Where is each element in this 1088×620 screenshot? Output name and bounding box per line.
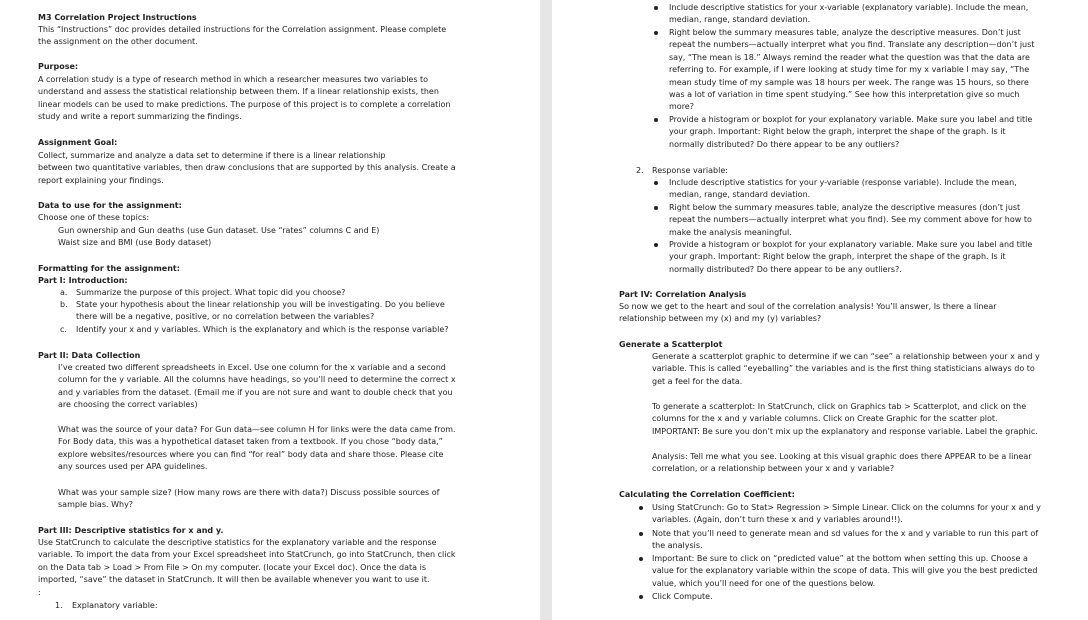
- part4-line: So now we get to the heart and soul of the correlation analysis! You’ll answer, Is there a linear: [619, 302, 997, 311]
- list-number: 1.: [55, 601, 63, 610]
- bullet-icon: [654, 206, 658, 210]
- list-marker: a.: [60, 288, 68, 297]
- bullet-text: mean study time of my sample was 18 hours per week. The range was 15 hours, so there: [669, 77, 1029, 87]
- bullet-text: repeat the numbers—actually interpret what you find). See my comment above for how to: [669, 215, 1032, 225]
- correlation-coefficient-heading: Calculating the Correlation Coefficient:: [619, 490, 795, 499]
- goal-line: Collect, summarize and analyze a data set to determine if there is a linear relationship: [38, 151, 386, 160]
- formatting-heading: Formatting for the assignment:: [38, 264, 180, 273]
- goal-line: report explaining your findings.: [38, 175, 164, 185]
- purpose-line: linear models can be used to make predictions. The purpose of this project is to complete a correlation: [38, 99, 451, 109]
- bullet-text: your graph. Important: Right below the graph, interpret the shape of the graph. Is it: [669, 252, 1006, 262]
- bullet-icon: [639, 557, 643, 561]
- scatterplot-heading: Generate a Scatterplot: [619, 340, 723, 349]
- part2-line: I’ve created two different spreadsheets in Excel. Use one column for the x variable and a second: [58, 363, 446, 372]
- bullet-text: your graph. Important: Right below the graph, interpret the shape of the graph. Is it: [669, 127, 1006, 137]
- bullet-text: Include descriptive statistics for your x-variable (explanatory variable). Include the mean,: [669, 3, 1029, 12]
- purpose-line: study and write a report summarizing the findings.: [38, 112, 242, 122]
- bullet-text: the analysis.: [652, 541, 703, 551]
- data-topic-line: Gun ownership and Gun deaths (use Gun dataset. Use “rates” columns C and E): [58, 226, 380, 235]
- document-page-left: [0, 0, 540, 620]
- scatterplot-line: Generate a scatterplot graphic to determine if we can “see” a relationship between your x and y: [652, 352, 1040, 361]
- scatterplot-line: correlation, or a relationship between your x and y variable?: [652, 464, 895, 474]
- scatterplot-line: get a feel for the data.: [652, 376, 743, 386]
- part2-line: sample bias. Why?: [58, 500, 134, 510]
- bullet-text: Note that you’ll need to generate mean and sd values for the x and y variable to run this part of: [652, 529, 1039, 538]
- bullet-text: Include descriptive statistics for your y-variable (response variable). Include the mean,: [669, 178, 1017, 187]
- bullet-text: say, “The mean is 18.” Always remind the reader what the question was that the data are: [669, 52, 1030, 62]
- list-marker: c.: [60, 325, 67, 334]
- bullet-text: repeat the numbers—actually interpret what you find. Translate any description—don’t just: [669, 40, 1035, 50]
- bullet-text: Provide a histogram or boxplot for your explanatory variable. Make sure you label and title: [669, 240, 1033, 249]
- bullet-icon: [654, 118, 658, 122]
- goal-line: between two quantitative variables, then draw conclusions that are supported by this analysis. Create a: [38, 163, 456, 173]
- bullet-text: Important: Be sure to click on “predicted value” at the bottom when setting this up. Choose a: [652, 554, 1028, 563]
- part3-line: variable. To import the data from your Excel spreadsheet into StatCrunch, go into StatCrunch, then click: [38, 550, 456, 560]
- part2-line: any sources used per APA guidelines.: [58, 462, 208, 472]
- bullet-text: median, range, standard deviation.: [669, 190, 811, 200]
- data-heading: Data to use for the assignment:: [38, 201, 182, 210]
- bullet-text: median, range, standard deviation.: [669, 15, 811, 25]
- part2-heading: Part II: Data Collection: [38, 351, 141, 360]
- part1-item-text: State your hypothesis about the linear relationship you will be investigating. Do you believe: [76, 300, 445, 309]
- bullet-text: normally distributed? Do there appear to be any outliers?.: [669, 264, 902, 274]
- bullet-text: Right below the summary measures table, analyze the descriptive measures. Don’t just: [669, 28, 1021, 37]
- bullet-text: referring to. For example, if I were looking at study time for my x variable I may say, “The: [669, 65, 1030, 75]
- part2-line: explore websites/resources where you can find “for real” body data and share those. Please cite: [58, 449, 444, 459]
- part1-item-text: Summarize the purpose of this project. What topic did you choose?: [76, 288, 346, 297]
- bullet-text: normally distributed? Do there appear to be any outliers?: [669, 139, 900, 149]
- intro-line: the assignment on the other document.: [38, 37, 198, 47]
- part3-line: on the Data tab > Load > From File > On my computer. (locate your Excel doc). Once the data is: [38, 562, 427, 572]
- part1-heading: Part I: Introduction:: [38, 276, 128, 285]
- bullet-text: value, which you’ll need for one of the questions below.: [652, 578, 876, 588]
- bullet-icon: [639, 532, 643, 536]
- part1-item-text: Identify your x and y variables. Which is the explanatory and which is the response variable?: [76, 325, 449, 334]
- purpose-line: understand and assess the statistical relationship between them. If a linear relationship exists, then: [38, 87, 439, 97]
- bullet-icon: [639, 506, 643, 510]
- bullet-icon: [654, 181, 658, 185]
- bullet-text: Provide a histogram or boxplot for your explanatory variable. Make sure you label and title: [669, 115, 1033, 124]
- bullet-text: was a lot of variation in time spent studying.” See how this interpretation give so much: [669, 90, 1020, 99]
- bullet-text: value for the explanatory variable within the scope of data. This will give you the best predicted: [652, 566, 1038, 576]
- explanatory-variable-label: Explanatory variable:: [72, 601, 158, 610]
- purpose-heading: Purpose:: [38, 62, 79, 71]
- data-topic-line: Waist size and BMI (use Body dataset): [58, 238, 212, 248]
- part2-line: and y variables from the dataset. (Email me if you are not sure and want to double check that you: [58, 387, 453, 397]
- part3-line: imported, “save” the dataset in StatCrunch. It will then be available whenever you want to use it.: [38, 575, 430, 585]
- part3-line: Use StatCrunch to calculate the descriptive statistics for the explanatory variable and the response: [38, 538, 437, 547]
- part3-heading: Part III: Descriptive statistics for x and y.: [38, 526, 224, 535]
- part4-line: relationship between my (x) and my (y) variables?: [619, 314, 822, 324]
- bullet-icon: [654, 6, 658, 10]
- part2-line: column for the y variable. All the columns have headings, so you’ll need to determine the correct x: [58, 375, 456, 385]
- stray-colon: :: [38, 588, 41, 597]
- scatterplot-line: columns for the x and y variable columns. Click on Create Graphic for the scatter plot.: [652, 414, 998, 424]
- bullet-text: Using StatCrunch: Go to Stat> Regression > Simple Linear. Click on the columns for your x and y: [652, 503, 1041, 512]
- bullet-text: more?: [669, 102, 694, 112]
- bullet-text: Right below the summary measures table, analyze the descriptive measures (don’t just: [669, 203, 1021, 212]
- document-page-right: [552, 0, 1088, 620]
- goal-heading: Assignment Goal:: [38, 138, 118, 147]
- part2-line: For Body data, this was a hypothetical dataset taken from a textbook. If you chose “body data,”: [58, 437, 443, 447]
- part4-heading: Part IV: Correlation Analysis: [619, 290, 747, 299]
- document-title: M3 Correlation Project Instructions: [38, 13, 197, 22]
- part1-item-text: there will be a negative, positive, or no correlation between the variables?: [76, 312, 375, 322]
- bullet-text: make the analysis meaningful.: [669, 227, 792, 237]
- purpose-line: A correlation study is a type of research method in which a researcher measures two variables to: [38, 75, 429, 84]
- scatterplot-line: variable. This is called “eyeballing” the variables and is the first thing statisticians always do to: [652, 364, 1035, 374]
- part2-line: What was the source of your data? For Gun data—see column H for links were the data came from.: [58, 425, 456, 434]
- bullet-icon: [639, 595, 643, 599]
- scatterplot-line: Analysis: Tell me what you see. Looking at this visual graphic does there APPEAR to be a linear: [652, 452, 1032, 461]
- scatterplot-line: To generate a scatterplot: In StatCrunch, click on Graphics tab > Scatterplot, and click on the: [652, 402, 1027, 411]
- bullet-icon: [654, 31, 658, 35]
- list-number: 2.: [636, 166, 644, 175]
- bullet-text: Click Compute.: [652, 592, 713, 601]
- bullet-text: variables. (Again, don’t turn these x and y variables around!!).: [652, 515, 903, 525]
- scatterplot-line: IMPORTANT: Be sure you don’t mix up the explanatory and response variable. Label the graphic.: [652, 426, 1038, 436]
- data-choose-text: Choose one of these topics:: [38, 213, 150, 222]
- part2-line: What was your sample size? (How many rows are there with data?) Discuss possible sources of: [58, 488, 440, 497]
- part2-line: are choosing the correct variables): [58, 400, 198, 410]
- bullet-icon: [654, 243, 658, 247]
- intro-line: This “Instructions” doc provides detailed instructions for the Correlation assignment. Please complete: [38, 25, 447, 34]
- list-marker: b.: [60, 300, 68, 309]
- response-variable-label: Response variable:: [652, 166, 728, 175]
